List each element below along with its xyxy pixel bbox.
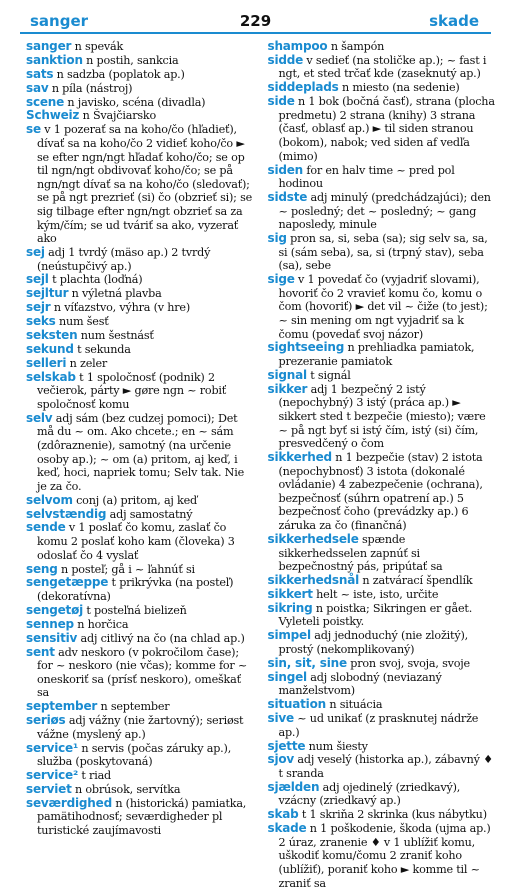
entry-definition: adj jednoduchý (nie zložitý), prostý (nekomplikovaný) — [278, 629, 468, 656]
dictionary-entry — [268, 533, 496, 574]
entry-definition: adj vážny (nie žartovný); seriøst vážne (myslený ap.) — [37, 714, 244, 741]
dictionary-entry — [26, 343, 254, 357]
dictionary-entry — [268, 341, 496, 368]
entry-headword: sensitiv — [26, 630, 78, 645]
dictionary-entry — [268, 781, 496, 808]
dictionary-entry — [268, 574, 496, 588]
entry-definition: conj (a) pritom, aj keď — [72, 493, 198, 507]
entry-headword: sejl — [26, 272, 49, 287]
dictionary-entry — [26, 96, 254, 110]
dictionary-entry — [26, 576, 254, 603]
entry-definition: n posteľ; gå i ~ ľahnúť si — [57, 562, 195, 576]
entry-headword: sikker — [267, 381, 308, 396]
dictionary-entry — [268, 81, 496, 95]
dictionary-entry — [26, 632, 254, 646]
dictionary-entry — [26, 357, 254, 371]
entry-headword: side — [267, 94, 295, 109]
dictionary-entry — [268, 40, 496, 54]
header-rule — [20, 32, 491, 34]
dictionary-entry — [268, 698, 496, 712]
dictionary-entry — [26, 412, 254, 494]
dictionary-entry — [268, 753, 496, 780]
entry-headword: sengetøj — [26, 602, 84, 617]
dictionary-entry — [268, 602, 496, 629]
entry-headword: sanger — [26, 39, 72, 53]
entry-headword: sekund — [26, 341, 74, 356]
entry-headword: sikkert — [267, 586, 313, 601]
dictionary-entry — [268, 712, 496, 739]
page-header — [0, 12, 511, 40]
entry-definition: t 1 spoločnosť (podnik) 2 večierok, párty ► gøre ngn ~ robiť spoločnosť komu — [37, 370, 227, 411]
entry-definition: n postih, sankcia — [82, 53, 179, 67]
entry-definition: adj samostatný — [106, 507, 193, 521]
entry-headword: september — [26, 699, 98, 714]
entry-headword: sightseeing — [267, 340, 345, 355]
entry-definition: t sekunda — [73, 342, 131, 356]
dictionary-entry — [26, 301, 254, 315]
dictionary-entry — [26, 54, 254, 68]
dictionary-entry — [268, 273, 496, 341]
entry-headword: se — [26, 122, 41, 137]
entry-headword: situation — [267, 697, 326, 712]
entry-definition: adj minulý (predchádzajúci); den ~ posledný; det ~ posledný; ~ gang naposledy, minule — [278, 191, 491, 232]
entry-headword: sive — [267, 711, 294, 726]
entry-definition: num šesť — [55, 315, 109, 329]
entry-headword: skade — [267, 821, 307, 836]
entry-definition: n šampón — [327, 40, 385, 53]
entry-headword: sennep — [26, 616, 74, 631]
entry-definition: adj sám (bez cudzej pomoci); Det må du ~ om. Ako chcete.; en ~ sám (zdôraznenie), samotný (na určenie osoby ap.); ~ om (a) pritom, aj keď, i keď, hoci, napriek tomu; Selv tak. Nie je za čo. — [37, 411, 245, 493]
entry-definition: t posteľná bielizeň — [83, 603, 187, 617]
entry-headword: sanktion — [26, 52, 83, 67]
entry-definition: n (historická) pamiatka, pamätihodnosť; seværdigheder pl turistické zaujímavosti — [37, 796, 247, 838]
dictionary-entry — [26, 508, 254, 522]
entry-definition: n spevák — [71, 40, 124, 53]
entry-definition: n píla (nástroj) — [48, 81, 133, 95]
right-guide-word: skade — [429, 12, 479, 30]
entry-headword: sidste — [267, 190, 308, 205]
entry-headword: selvstændig — [26, 506, 107, 521]
dictionary-entry — [26, 123, 254, 245]
dictionary-entry — [26, 329, 254, 343]
dictionary-entry — [268, 808, 496, 822]
entry-headword: sjælden — [267, 779, 320, 794]
entry-headword: Schweiz — [26, 108, 80, 123]
dictionary-entry — [26, 563, 254, 577]
entry-headword: sejr — [26, 300, 51, 315]
entry-headword: singel — [267, 669, 307, 684]
dictionary-entry — [26, 797, 254, 838]
dictionary-entry — [26, 783, 254, 797]
entry-headword: sikkerhed — [267, 450, 332, 465]
dictionary-columns — [26, 39, 495, 890]
entry-headword: selvom — [26, 492, 73, 507]
dictionary-entry — [268, 629, 496, 656]
dictionary-entry — [26, 521, 254, 562]
entry-headword: selleri — [26, 355, 67, 370]
entry-definition: n 1 bok (bočná časť), strana (plocha predmetu) 2 strana (knihy) 3 strana (časť, oblasť ap.) ► til siden stranou (bokom), nabok; ved siden af vedľa (mimo) — [278, 95, 495, 163]
dictionary-entry — [268, 164, 496, 191]
entry-definition: t prikrývka (na posteľ) (dekoratívna) — [37, 576, 234, 603]
dictionary-entry — [268, 369, 496, 383]
left-column — [26, 39, 254, 838]
entry-headword: siden — [267, 162, 304, 177]
entry-definition: v sedieť (na stoličke ap.); ~ fast i ngt, et sted trčať kde (zaseknutý ap.) — [278, 53, 487, 81]
entry-definition: adj citlivý na čo (na chlad ap.) — [77, 631, 245, 645]
entry-headword: scene — [26, 94, 65, 109]
entry-definition: n sadzba (poplatok ap.) — [53, 67, 185, 81]
dictionary-entry — [268, 451, 496, 533]
entry-definition: t riad — [78, 769, 112, 783]
entry-definition: n 1 bezpečie (stav) 2 istota (nepochybnosť) 3 istota (dokonalé ovládanie) 4 zabezpečenie (ochrana), bezpečnosť (súhrn opatrení ap.) 5 bezpečnosť čoho (prevádzky ap.) 6 záruka za čo (finančná) — [278, 451, 483, 533]
entry-definition: v 1 poslať čo komu, zaslať čo komu 2 poslať koho kam (človeka) 3 odoslať čo 4 vyslať — [37, 521, 235, 562]
dictionary-entry — [268, 588, 496, 602]
entry-headword: sav — [26, 80, 49, 95]
entry-definition: t signál — [306, 368, 351, 382]
entry-headword: serviet — [26, 781, 72, 796]
dictionary-entry — [268, 232, 496, 273]
entry-definition: n servis (počas záruky ap.), služba (poskytovaná) — [37, 741, 232, 769]
dictionary-entry — [268, 740, 496, 754]
entry-definition: adj 1 bezpečný 2 istý (nepochybný) 3 istý (práca ap.) ► sikkert sted t bezpečie (miesto); være ~ på ngt byť si istý čím, istý (si) čím, presvedčený o čom — [278, 382, 486, 451]
entry-headword: shampoo — [267, 39, 328, 53]
dictionary-entry — [26, 68, 254, 82]
entry-headword: sidde — [267, 52, 304, 67]
dictionary-entry — [26, 315, 254, 329]
entry-definition: n obrúsok, servítka — [71, 782, 181, 796]
entry-definition: num šiesty — [305, 739, 368, 753]
entry-definition: for en halv time ~ pred pol hodinou — [278, 163, 455, 191]
entry-definition: adv neskoro (v pokročilom čase); for ~ neskoro (nie včas); komme for ~ oneskoriť sa (prísť neskoro), omeškať sa — [37, 645, 248, 700]
dictionary-entry — [26, 287, 254, 301]
dictionary-entry — [26, 273, 254, 287]
entry-headword: sjette — [267, 738, 306, 753]
entry-headword: seng — [26, 561, 58, 576]
entry-definition: n javisko, scéna (divadla) — [64, 95, 206, 109]
entry-definition: n 1 poškodenie, škoda (ujma ap.) 2 úraz, zranenie ♦ v 1 ublížiť komu, uškodiť komu/čomu 2 zraniť koho (ublížiť), poraniť koho ► komme til ~ zraniť sa — [278, 822, 491, 890]
entry-definition: t 1 skriňa 2 skrinka (kus nábytku) — [298, 808, 487, 822]
entry-definition: adj veselý (historka ap.), zábavný ♦ t sranda — [278, 753, 493, 780]
entry-headword: seks — [26, 314, 56, 329]
page-number: 229 — [239, 12, 272, 30]
entry-headword: sent — [26, 644, 55, 659]
dictionary-entry — [26, 494, 254, 508]
dictionary-entry — [268, 671, 496, 698]
entry-definition: ~ ud unikať (z prasknutej nádrže ap.) — [278, 712, 479, 739]
entry-definition: num šestnásť — [77, 329, 154, 343]
entry-headword: sende — [26, 520, 66, 535]
entry-definition: adj slobodný (neviazaný manželstvom) — [278, 670, 442, 698]
entry-headword: selskab — [26, 369, 76, 384]
entry-headword: siddeplads — [267, 80, 339, 95]
entry-headword: selv — [26, 410, 53, 425]
dictionary-entry — [268, 54, 496, 81]
dictionary-entry — [26, 82, 254, 96]
entry-definition: n výletná plavba — [68, 287, 162, 301]
entry-headword: sats — [26, 66, 54, 81]
entry-headword: sej — [26, 244, 45, 259]
entry-definition: n poistka; Sikringen er gået. Vyleteli poistky. — [278, 601, 473, 629]
entry-definition: n Švajčiarsko — [79, 109, 156, 123]
entry-headword: skab — [267, 807, 299, 822]
entry-headword: sige — [267, 272, 295, 287]
dictionary-entry — [268, 822, 496, 890]
dictionary-entry — [26, 246, 254, 273]
entry-definition: n zeler — [66, 356, 108, 370]
entry-definition: n miesto (na sedenie) — [338, 81, 460, 95]
entry-headword: sikring — [267, 600, 313, 615]
entry-headword: sengetæppe — [26, 575, 109, 590]
right-column — [267, 39, 496, 890]
entry-definition: n víťazstvo, výhra (v hre) — [50, 301, 190, 315]
dictionary-entry — [26, 742, 254, 769]
entry-definition: pron sa, si, seba (sa); sig selv sa, sa, si (sám seba), sa, si (trpný stav), seba (sa), sebe — [278, 232, 488, 273]
dictionary-entry — [268, 657, 496, 671]
left-guide-word: sanger — [30, 12, 89, 30]
entry-definition: helt ~ iste, isto, určite — [312, 587, 439, 601]
dictionary-entry — [26, 769, 254, 783]
dictionary-entry — [26, 618, 254, 632]
entry-definition: spænde sikkerhedsselen zapnúť si bezpečnostný pás, pripútať sa — [278, 532, 443, 574]
dictionary-entry — [26, 40, 254, 54]
entry-headword: seværdighed — [26, 795, 112, 810]
dictionary-entry — [26, 371, 254, 412]
entry-headword: seksten — [26, 328, 78, 343]
entry-definition: n zatvárací špendlík — [359, 574, 473, 588]
entry-definition: n situácia — [325, 698, 383, 712]
entry-headword: sikkerhedsnål — [267, 573, 360, 588]
dictionary-entry — [268, 95, 496, 163]
dictionary-entry — [26, 714, 254, 741]
dictionary-entry — [268, 191, 496, 232]
entry-definition: n prehliadka pamiatok, prezeranie pamiatok — [278, 341, 475, 369]
entry-headword: sikkerhedsele — [267, 531, 359, 546]
entry-definition: v 1 povedať čo (vyjadriť slovami), hovoriť čo 2 vravieť komu čo, komu o čom (hovoriť) ► det vil ~ čiže (to jest); ~ sin mening om ngt vyjadriť sa k čomu (povedať svoj názor) — [278, 273, 488, 341]
entry-headword: service¹ — [26, 740, 79, 755]
entry-headword: seriøs — [26, 713, 66, 728]
entry-definition: n september — [97, 700, 170, 714]
entry-definition: pron svoj, svoja, svoje — [346, 656, 470, 670]
dictionary-entry — [26, 646, 254, 700]
entry-headword: sejltur — [26, 286, 69, 301]
entry-definition: t plachta (loďná) — [48, 273, 143, 287]
entry-definition: v 1 pozerať sa na koho/čo (hľadieť), dívať sa na koho/čo 2 vidieť koho/čo ► se efter ngn/ngt hľadať koho/čo; se op til ngn/ngt obdivovať koho/čo; se på ngn/ngt dívať sa na koho/čo (sledovať); se på ngt prezrieť (si) čo (obzrieť si); se sig tilbage efter ngn/ngt obzrieť sa za kým/čím; se ud tváriť sa ako, vyzerať ako — [37, 123, 253, 246]
entry-definition: adj ojedinelý (zriedkavý), vzácny (zriedkavý ap.) — [278, 780, 461, 808]
entry-headword: sjov — [267, 752, 295, 767]
entry-headword: signal — [267, 367, 307, 382]
entry-definition: n horčica — [73, 617, 129, 631]
dictionary-entry — [26, 109, 254, 123]
entry-headword: simpel — [267, 628, 311, 643]
entry-headword: sig — [267, 231, 287, 246]
dictionary-entry — [26, 604, 254, 618]
dictionary-entry — [268, 383, 496, 451]
dictionary-entry — [26, 700, 254, 714]
entry-headword: service² — [26, 768, 79, 783]
entry-headword: sin, sit, sine — [267, 655, 347, 670]
entry-definition: adj 1 tvrdý (mäso ap.) 2 tvrdý (neústupčivý ap.) — [37, 245, 211, 273]
